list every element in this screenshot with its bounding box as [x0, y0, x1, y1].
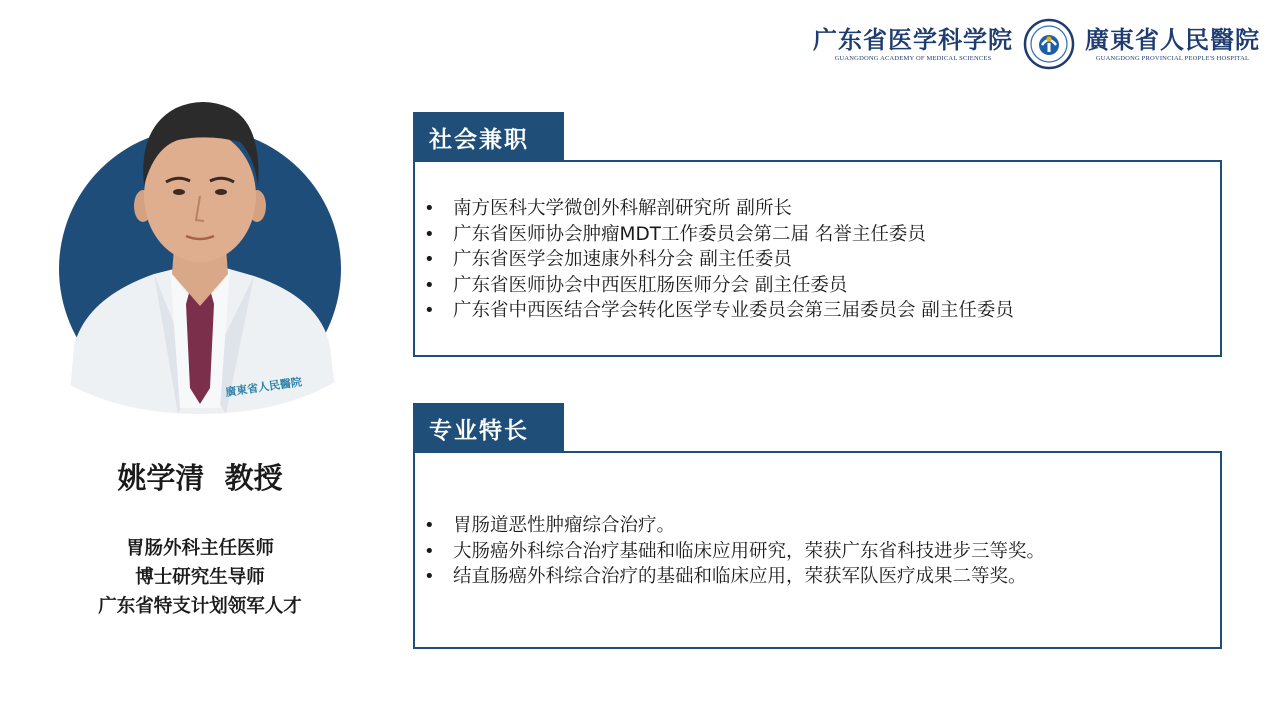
doctor-titles — [60, 534, 340, 621]
list-item: • 广东省医师协会肿瘤MDT工作委员会第二届 名誉主任委员 — [415, 222, 1220, 248]
list-item: • 南方医科大学微创外科解剖研究所 副所长 — [415, 196, 1220, 222]
list-item: • 结直肠癌外科综合治疗的基础和临床应用，荣获军队医疗成果二等奖。 — [415, 564, 1220, 590]
academy-name-cn: 广东省医学科学院 — [813, 25, 1013, 54]
expertise-heading: 专业特长 — [413, 403, 564, 453]
header-logos — [813, 14, 1260, 74]
hospital-name-en: GUANGDONG PROVINCIAL PEOPLE'S HOSPITAL — [1095, 55, 1250, 62]
list-item: • 广东省医学会加速康外科分会 副主任委员 — [415, 247, 1220, 273]
list-item: • 广东省医师协会中西医肛肠医师分会 副主任委员 — [415, 273, 1220, 299]
doctor-name: 姚学清 教授 — [117, 461, 283, 495]
social-positions-heading: 社会兼职 — [413, 112, 564, 162]
doctor-portrait — [58, 78, 342, 414]
coat-badge-text: 廣東省人民醫院 — [224, 375, 303, 399]
academy-logo — [813, 25, 1013, 63]
hospital-name-cn: 廣東省人民醫院 — [1085, 25, 1260, 54]
hospital-seal-icon — [1023, 18, 1075, 70]
academy-name-en: GUANGDONG ACADEMY OF MEDICAL SCIENCES — [834, 55, 992, 62]
social-positions-box — [413, 160, 1222, 357]
hospital-logo — [1085, 25, 1260, 63]
list-item: • 广东省中西医结合学会转化医学专业委员会第三届委员会 副主任委员 — [415, 298, 1220, 324]
list-item: • 大肠癌外科综合治疗基础和临床应用研究，荣获广东省科技进步三等奖。 — [415, 539, 1220, 565]
title-line: 博士研究生导师 — [135, 567, 265, 588]
expertise-box — [413, 451, 1222, 649]
expertise-list — [415, 513, 1220, 590]
title-line: 广东省特支计划领军人才 — [98, 596, 302, 617]
social-positions-list — [415, 196, 1220, 324]
title-line: 胃肠外科主任医师 — [125, 538, 274, 559]
list-item: • 胃肠道恶性肿瘤综合治疗。 — [415, 513, 1220, 539]
